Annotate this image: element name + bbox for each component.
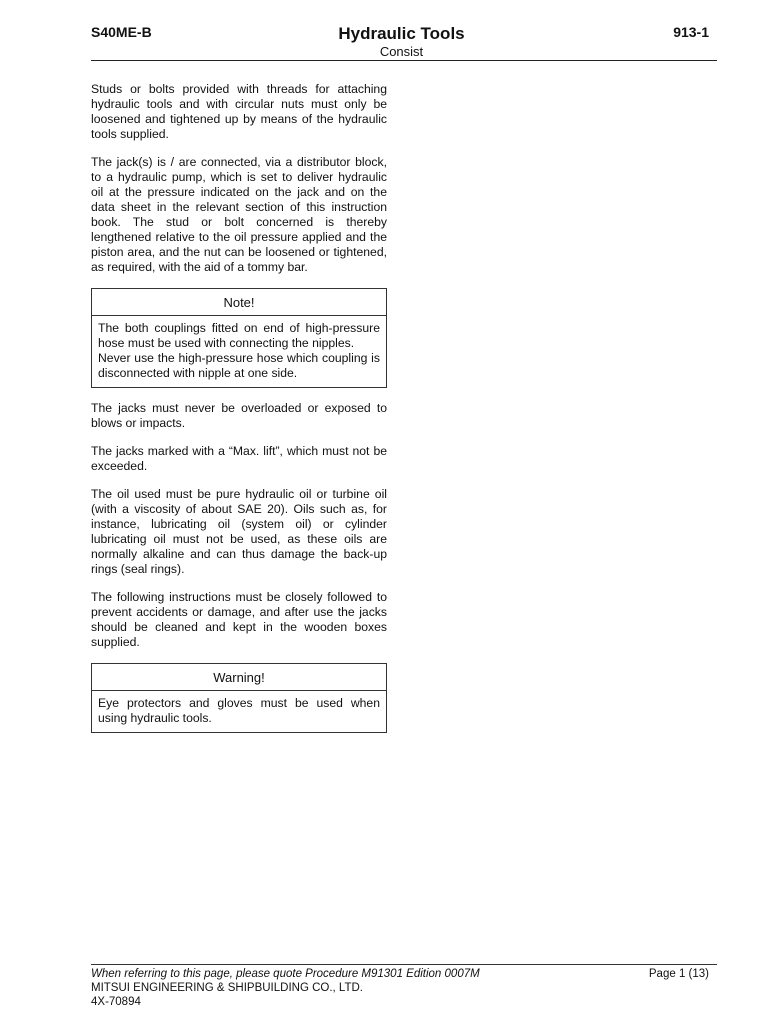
page-content <box>91 82 387 746</box>
page-subtitle: Consist <box>379 44 424 59</box>
warning-text: Eye protectors and gloves must be used when using hydraulic tools. <box>98 696 380 725</box>
warning-body <box>92 691 386 732</box>
header-center <box>250 24 553 60</box>
paragraph-oil: The oil used must be pure hydraulic oil or turbine oil (with a viscosity of about SAE 20). Oils such as, for instance, lubricating oil (system oil) or cylinder lubricating oil must not be used, as these oils are normally alkaline and can thus damage the back-up rings (seal rings). <box>91 487 387 576</box>
header-divider <box>91 60 717 61</box>
engine-model: S40ME-B <box>91 24 152 40</box>
section-number: 913-1 <box>673 24 709 40</box>
page-number: Page 1 (13) <box>648 968 709 980</box>
note-title: Note! <box>92 289 386 316</box>
paragraph-jacks-connection: The jack(s) is / are connected, via a distributor block, to a hydraulic pump, which is set to deliver hydraulic oil at the pressure indicated on the jack and on the data sheet in the relevant section of this instruction book. The stud or bolt concerned is thereby lengthened relative to the oil pressure applied and the piston area, and the nut can be loosened or tightened, as required, with the aid of a tommy bar. <box>91 155 387 274</box>
page-footer <box>91 967 717 1009</box>
footer-divider <box>91 964 717 965</box>
procedure-reference: When referring to this page, please quote Procedure M91301 Edition 0007M <box>91 968 480 980</box>
note-line: Never use the high-pressure hose which coupling is disconnected with nipple at one side. <box>98 351 380 380</box>
paragraph-instructions: The following instructions must be closely followed to prevent accidents or damage, and after use the jacks should be cleaned and kept in the wooden boxes supplied. <box>91 590 387 649</box>
note-box <box>91 288 387 388</box>
page-title: Hydraulic Tools <box>338 24 465 43</box>
paragraph-max-lift: The jacks marked with a “Max. lift”, which must not be exceeded. <box>91 444 387 473</box>
paragraph-overload: The jacks must never be overloaded or exposed to blows or impacts. <box>91 401 387 430</box>
paragraph-studs: Studs or bolts provided with threads for attaching hydraulic tools and with circular nuts must only be loosened and tightened up by means of the hydraulic tools supplied. <box>91 82 387 141</box>
note-body <box>92 316 386 387</box>
company-name: MITSUI ENGINEERING & SHIPBUILDING CO., LTD. <box>91 982 363 994</box>
note-line: The both couplings fitted on end of high-pressure hose must be used with connecting the nipples. <box>98 321 380 350</box>
warning-box <box>91 663 387 733</box>
document-number: 4X-70894 <box>91 996 141 1008</box>
warning-title: Warning! <box>92 664 386 691</box>
